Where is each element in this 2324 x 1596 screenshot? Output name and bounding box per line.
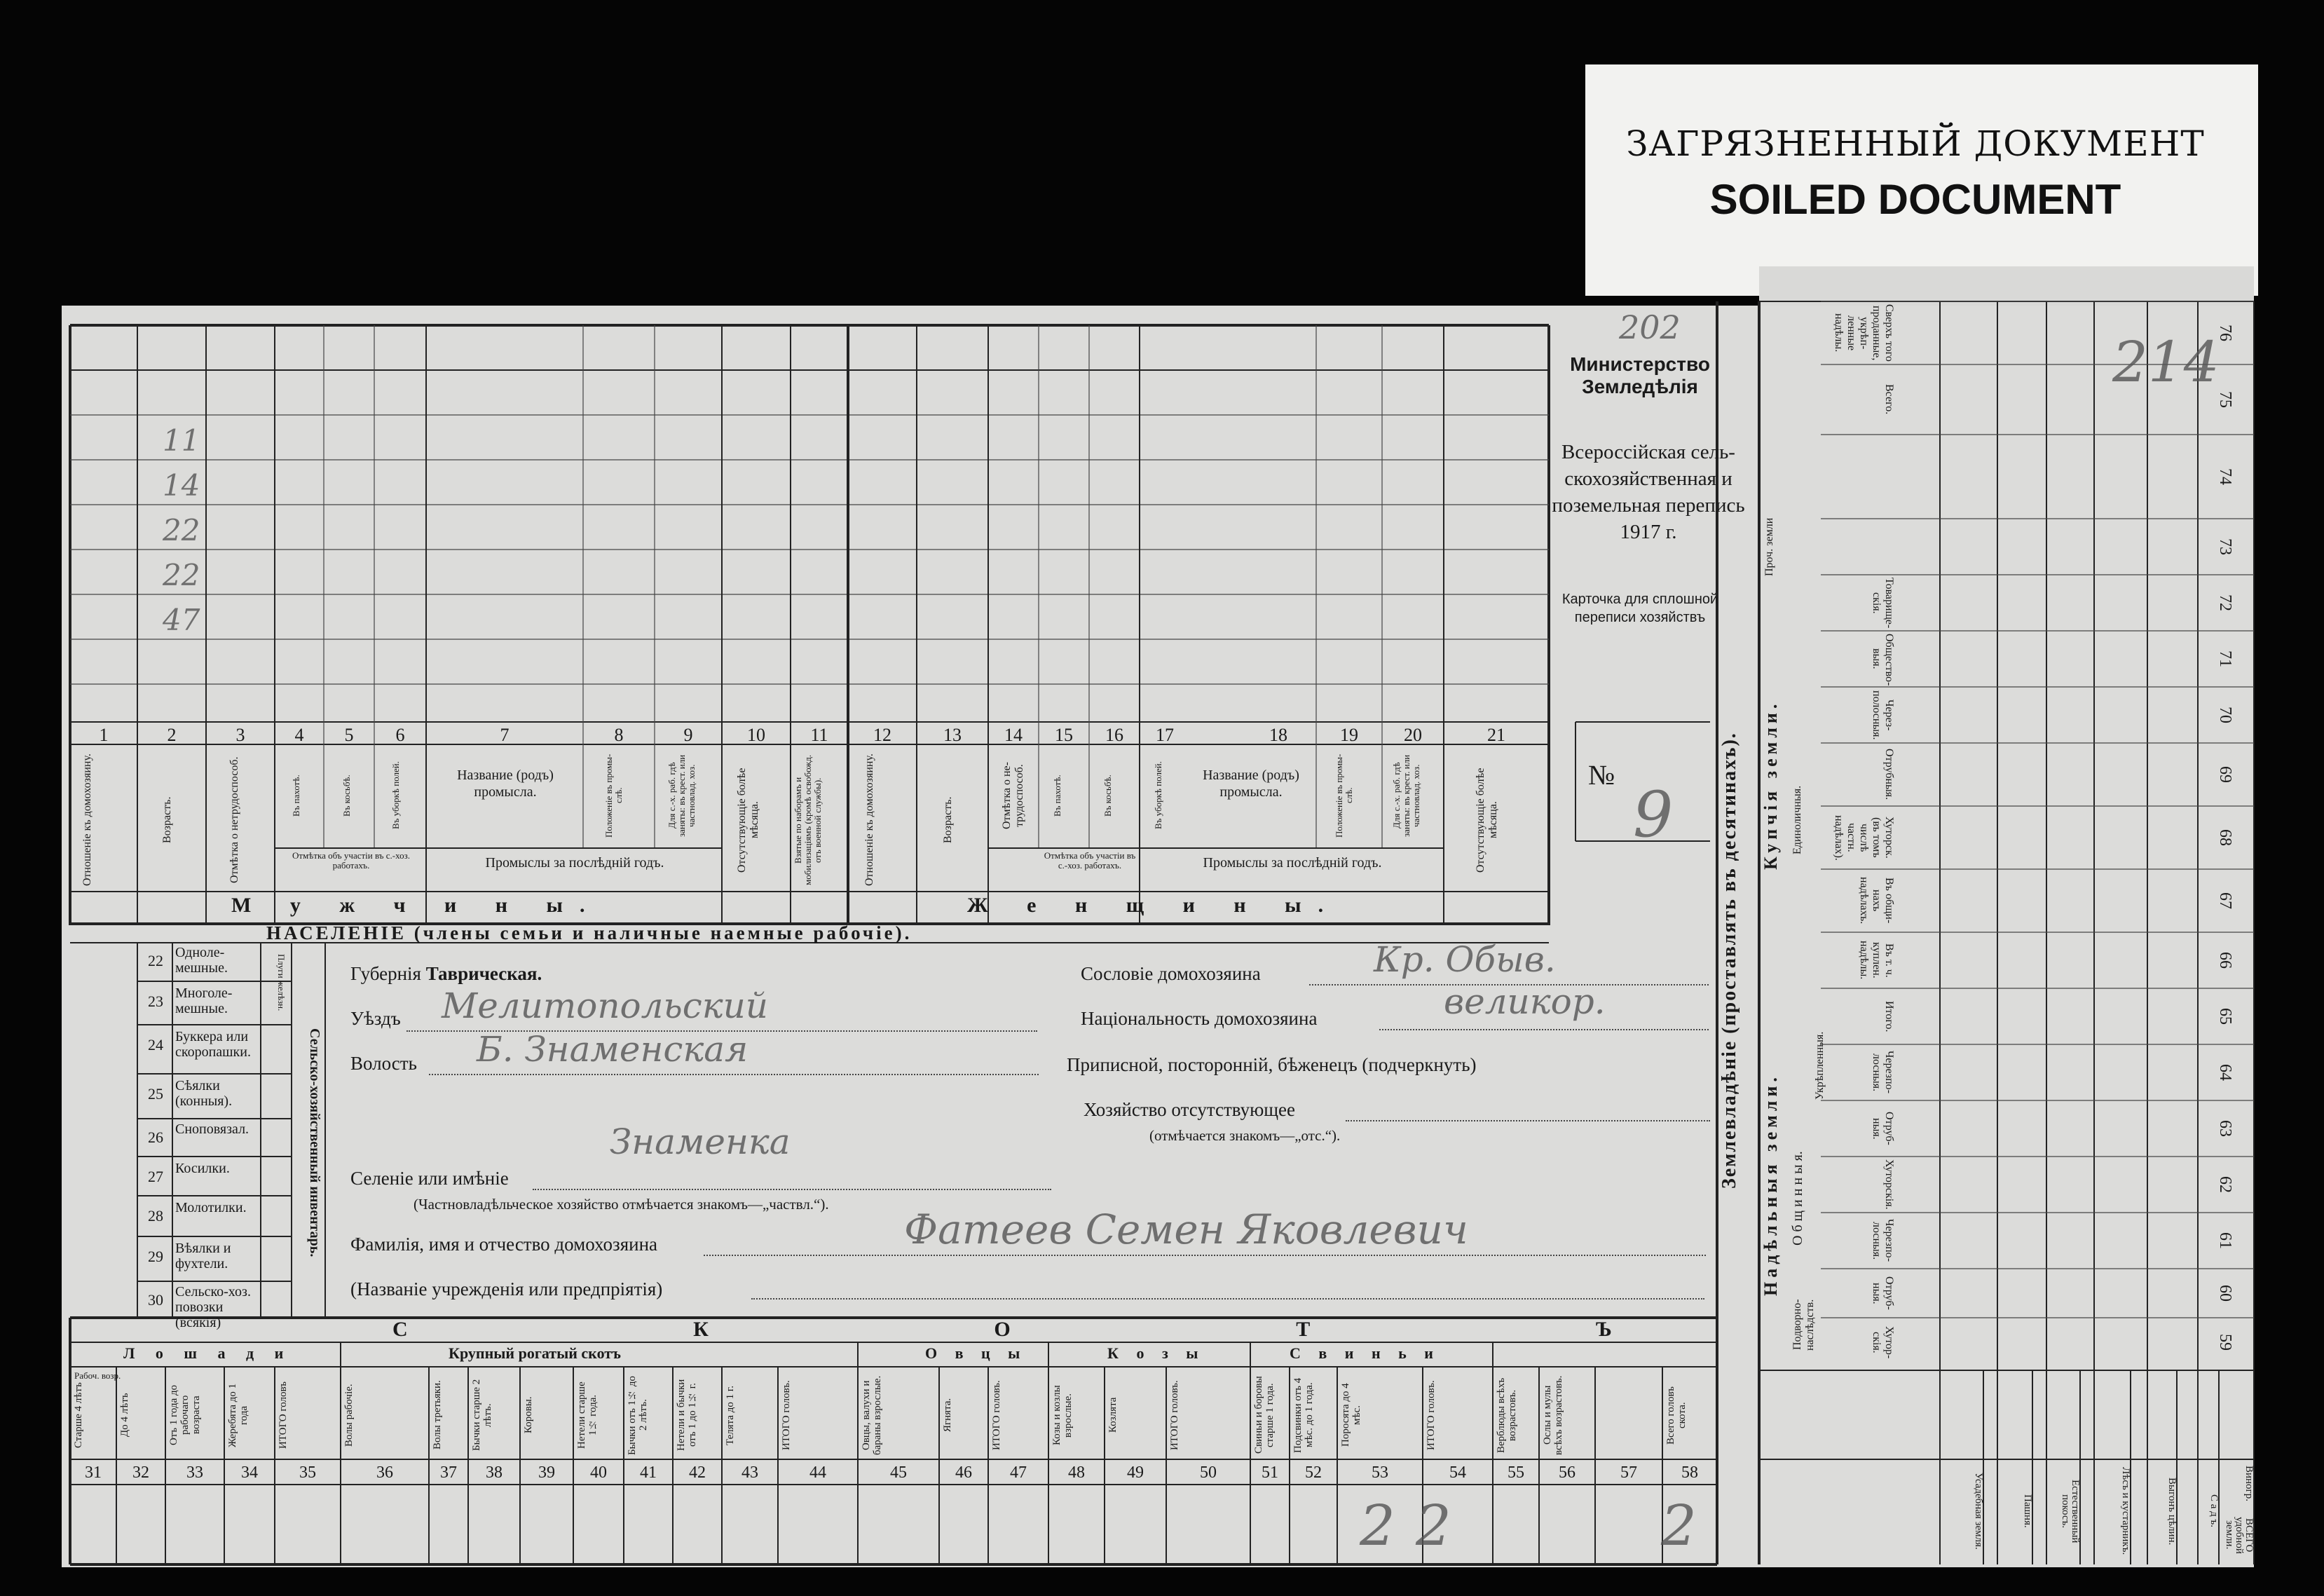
land-bottom-label: Лѣсъ и кустарникъ. bbox=[2120, 1467, 2131, 1555]
institution-label: (Названіе учрежденія или предпріятія) bbox=[350, 1278, 663, 1300]
livestock-col-number: 36 bbox=[376, 1464, 393, 1482]
inventory-row-number: 30 bbox=[148, 1291, 163, 1309]
livestock-col-label: Волы рабочіе. bbox=[343, 1384, 355, 1447]
land-ukrepl: Укрѣпленныя. bbox=[1814, 1031, 1826, 1100]
uezd-handwritten: Мелитопольский bbox=[442, 985, 768, 1026]
land-col-label: Товарищескія. bbox=[1871, 578, 1895, 629]
right-stamp-number: 214 bbox=[2112, 329, 2220, 395]
inventory-row-label: Косилки. bbox=[175, 1161, 230, 1176]
guberniya-label: Губернія Таврическая. bbox=[350, 963, 542, 984]
livestock-col-number: 53 bbox=[1372, 1464, 1388, 1482]
land-col-number: 74 bbox=[2216, 468, 2234, 485]
soslovie-handwritten: Кр. Обыв. bbox=[1374, 939, 1556, 980]
livestock-col-number: 47 bbox=[1010, 1464, 1027, 1482]
inventory-row-number: 24 bbox=[148, 1036, 163, 1053]
livestock-col-number: 34 bbox=[241, 1464, 258, 1482]
land-col-number: 70 bbox=[2216, 707, 2234, 723]
inventory-row-number: 28 bbox=[148, 1207, 163, 1225]
h-trade-men: Название (родъ) промысла. bbox=[457, 768, 554, 800]
land-bottom-label: Виногр. bbox=[2243, 1465, 2255, 1501]
inventory-side-label: Плуги желѣзн. bbox=[276, 954, 287, 1011]
inventory-row-label: Однолемешные. bbox=[175, 945, 228, 976]
livestock-col-number: 51 bbox=[1262, 1464, 1278, 1482]
group-pigs: С в и н ь и bbox=[1290, 1344, 1440, 1362]
land-edinol: Единоличныя. bbox=[1791, 785, 1803, 855]
livestock-col-label: Ослы и мулы всѣхъ возрастовъ. bbox=[1542, 1375, 1564, 1455]
land-col-number: 71 bbox=[2216, 650, 2234, 667]
h-mow-women: Въ косьбѣ. bbox=[1102, 775, 1113, 817]
nation-label: Національность домохозяина bbox=[1081, 1008, 1318, 1029]
land-col-label: Отрубныя. bbox=[1871, 1276, 1895, 1310]
h-mow-men: Въ косьбѣ. bbox=[341, 775, 352, 817]
inventory-row-label: Молотилки. bbox=[175, 1200, 247, 1215]
h-plough-women: Въ пахотѣ. bbox=[1052, 775, 1062, 817]
population-title: НАСЕЛЕНІЕ (члены семьи и наличные наемные рабочіе). bbox=[266, 922, 912, 943]
land-col-number: 66 bbox=[2216, 952, 2234, 969]
h-harvest-women: Въ уборкѣ полей. bbox=[1153, 761, 1163, 830]
h-absent-men: Отсутствующіе болѣе мѣсяца. bbox=[736, 768, 760, 873]
inventory-row-number: 26 bbox=[148, 1128, 163, 1146]
inventory-row-label: Вѣялки и фухтели. bbox=[175, 1241, 231, 1271]
livestock-col-number: 52 bbox=[1305, 1464, 1322, 1482]
land-col-label: Всего. bbox=[1883, 384, 1895, 415]
population-col-number: 15 bbox=[1055, 725, 1073, 745]
land-col-number: 63 bbox=[2216, 1120, 2234, 1137]
uezd-label: Уѣздъ bbox=[350, 1008, 401, 1029]
selenie-line bbox=[533, 1189, 1051, 1190]
livestock-col-label: Бычки старше 2 лѣтъ. bbox=[471, 1379, 493, 1452]
h-disabled-women: Отмѣтка о нетрудоспособ. bbox=[1001, 762, 1025, 829]
land-col-label: Сверхъ того проданные, укрѣпленные надѣлы. bbox=[1833, 304, 1895, 362]
inventory-title: Сельско-хозяйственный инвентарь. bbox=[307, 1028, 322, 1257]
soiled-label-en: SOILED DOCUMENT bbox=[1709, 176, 2121, 223]
land-podvor: Подворно-наслѣдств. bbox=[1791, 1299, 1816, 1351]
absent-line bbox=[1346, 1120, 1710, 1121]
livestock-col-label: Верблюды всѣхъ возрастовъ. bbox=[1496, 1377, 1518, 1453]
livestock-col-label: Свиньи и боровы старше 1 года. bbox=[1253, 1376, 1276, 1454]
land-col-number: 75 bbox=[2216, 391, 2234, 408]
land-col-number: 76 bbox=[2216, 325, 2234, 341]
fio-label: Фамилія, имя и отчество домохозяина bbox=[350, 1234, 657, 1255]
ministry-title: Министерство Земледѣлія bbox=[1570, 353, 1710, 397]
land-col-number: 69 bbox=[2216, 766, 2234, 783]
h-part-women: Отмѣтка объ участіи въ с.-хоз. работахъ. bbox=[1044, 850, 1136, 871]
age-entry: 47 bbox=[163, 603, 200, 637]
inventory-row-number: 29 bbox=[148, 1248, 163, 1265]
h-agri-women: Для с.-х. раб. гдѣ заняты: въ крест. или частновлад. хоз. bbox=[1391, 754, 1421, 837]
livestock-col-label: Ягнята. bbox=[942, 1398, 953, 1433]
livestock-col-number: 32 bbox=[132, 1464, 149, 1482]
h-agri-men: Для с.-х. раб. гдѣ заняты: въ крест. или частновлад. хоз. bbox=[667, 754, 697, 837]
inventory-row-label: Сѣялки (конныя). bbox=[175, 1078, 233, 1109]
land-col-number: 73 bbox=[2216, 538, 2234, 555]
livestock-col-number: 42 bbox=[689, 1464, 706, 1482]
h-trades-year-women: Промыслы за послѣдній годъ. bbox=[1203, 855, 1382, 871]
livestock-col-label: Нетели и бычки отъ 1 до 1½ г. bbox=[676, 1379, 698, 1452]
livestock-col-label: Коровы. bbox=[523, 1396, 534, 1434]
livestock-hand-1: 2 bbox=[1360, 1493, 1395, 1558]
population-col-number: 2 bbox=[167, 725, 177, 745]
livestock-col-label: Отъ 1 года до рабочаго возраста bbox=[168, 1384, 202, 1446]
livestock-col-number: 48 bbox=[1068, 1464, 1085, 1482]
livestock-col-number: 46 bbox=[955, 1464, 972, 1482]
group-sheep: О в ц ы bbox=[925, 1344, 1027, 1362]
population-col-number: 7 bbox=[500, 725, 510, 745]
population-col-number: 12 bbox=[873, 725, 891, 745]
livestock-col-number: 50 bbox=[1200, 1464, 1217, 1482]
land-title: Землевладѣніе (проставлять въ десятинахъ). bbox=[1718, 732, 1740, 1189]
livestock-col-number: 57 bbox=[1620, 1464, 1637, 1482]
volost-line bbox=[429, 1074, 1039, 1075]
selenie-note: (Частновладѣльческое хозяйство отмѣчается знакомъ—„частвл.“). bbox=[413, 1196, 829, 1213]
livestock-col-number: 37 bbox=[440, 1464, 457, 1482]
livestock-col-number: 58 bbox=[1681, 1464, 1698, 1482]
h-position-women: Положеніе въ промыслѣ. bbox=[1334, 753, 1354, 838]
livestock-col-label: До 4 лѣтъ bbox=[119, 1393, 130, 1438]
inventory-row-number: 22 bbox=[148, 952, 163, 969]
livestock-col-label: Поросята до 4 мѣс. bbox=[1340, 1383, 1362, 1447]
population-col-number: 5 bbox=[344, 725, 354, 745]
h-position-men: Положеніе въ промыслѣ. bbox=[603, 753, 624, 838]
land-col-label: Отрубныя. bbox=[1871, 1112, 1895, 1145]
land-nadel-title: Надѣльныя земли. bbox=[1761, 1073, 1781, 1296]
land-bottom-label: С а д ъ. bbox=[2208, 1494, 2220, 1528]
livestock-col-label: Козлята bbox=[1107, 1397, 1119, 1433]
land-col-number: 67 bbox=[2216, 892, 2234, 909]
card-number-sign: № bbox=[1588, 759, 1615, 791]
h-relation-men: Отношеніе къ домохозяину. bbox=[81, 753, 93, 887]
population-col-number: 21 bbox=[1487, 725, 1505, 745]
land-bottom-label: Пашня. bbox=[2022, 1494, 2033, 1528]
livestock-col-label: ИТОГО головъ. bbox=[781, 1380, 792, 1450]
stamp-number: 202 bbox=[1619, 308, 1681, 346]
livestock-col-label: Старше 4 лѣтъ bbox=[73, 1382, 84, 1448]
livestock-col-label: ИТОГО головъ. bbox=[991, 1380, 1002, 1450]
land-bottom-label: Усадебная земля. bbox=[1973, 1473, 1984, 1550]
land-col-label: Черезполосныя. bbox=[1871, 690, 1895, 740]
livestock-col-label: ИТОГО головъ bbox=[278, 1381, 289, 1450]
livestock-col-number: 55 bbox=[1508, 1464, 1524, 1482]
absent-household-label: Хозяйство отсутствующее bbox=[1084, 1099, 1295, 1120]
livestock-col-number: 54 bbox=[1449, 1464, 1466, 1482]
population-col-number: 4 bbox=[294, 725, 304, 745]
land-col-label: Черезполосныя. bbox=[1871, 1219, 1895, 1262]
card-number-handwritten: 9 bbox=[1633, 778, 1674, 852]
nation-line bbox=[1379, 1029, 1709, 1030]
fio-handwritten: Фатеев Семен Яковлевич bbox=[904, 1206, 1468, 1253]
population-col-number: 9 bbox=[683, 725, 693, 745]
livestock-col-label: ИТОГО головъ. bbox=[1169, 1380, 1180, 1450]
inventory-row-label: Сельско-хоз. повозки (всякія) bbox=[175, 1284, 251, 1330]
livestock-col-label: Жеребята до 1 года bbox=[227, 1383, 250, 1447]
population-col-number: 20 bbox=[1404, 725, 1422, 745]
women-label: Ж е н щ и н ы. bbox=[967, 894, 1341, 917]
land-obshch: О б щ и н н ы я. bbox=[1790, 1151, 1805, 1246]
population-col-number: 3 bbox=[235, 725, 245, 745]
livestock-col-label: Козы и козлы взрослые. bbox=[1051, 1385, 1074, 1445]
livestock-col-label: ИТОГО головъ. bbox=[1426, 1380, 1437, 1450]
soslovie-label: Сословіе домохозяина bbox=[1081, 963, 1261, 984]
inventory-row-number: 27 bbox=[148, 1168, 163, 1185]
livestock-hand-3: 2 bbox=[1661, 1493, 1697, 1558]
land-col-label: Въ т. ч. куплен. надѣлы. bbox=[1858, 941, 1895, 980]
work-age-label: Рабоч. возр. bbox=[74, 1370, 121, 1381]
land-kupch-title: Купчія земли. bbox=[1761, 700, 1781, 871]
population-col-number: 1 bbox=[99, 725, 109, 745]
h-harvest-men: Въ уборкѣ полей. bbox=[390, 761, 401, 830]
land-col-number: 62 bbox=[2216, 1176, 2234, 1193]
group-cattle: Крупный рогатый скотъ bbox=[449, 1344, 621, 1362]
fio-line bbox=[704, 1255, 1706, 1256]
h-age-men: Возрастъ. bbox=[161, 796, 173, 844]
land-col-label: Хуторскія. bbox=[1871, 1325, 1895, 1359]
land-col-number: 68 bbox=[2216, 829, 2234, 846]
inventory-row-label: Буккера или скоропашки. bbox=[175, 1029, 251, 1060]
institution-line bbox=[751, 1298, 1704, 1300]
population-col-number: 18 bbox=[1269, 725, 1287, 745]
h-disabled-men: Отмѣтка о нетрудоспособ. bbox=[228, 756, 240, 884]
land-col-number: 59 bbox=[2216, 1334, 2234, 1351]
h-relation-women: Отношеніе къ домохозяину. bbox=[863, 753, 875, 887]
absent-note: (отмѣчается знакомъ—„отс.“). bbox=[1149, 1127, 1341, 1144]
land-col-label: Итого. bbox=[1883, 1000, 1895, 1032]
age-entry: 22 bbox=[163, 513, 200, 547]
population-col-number: 11 bbox=[810, 725, 828, 745]
h-trades-year-men: Промыслы за послѣдній годъ. bbox=[485, 855, 664, 871]
population-col-number: 16 bbox=[1105, 725, 1123, 745]
population-col-number: 13 bbox=[943, 725, 962, 745]
population-col-number: 17 bbox=[1156, 725, 1174, 745]
land-col-number: 61 bbox=[2216, 1232, 2234, 1249]
population-col-number: 6 bbox=[395, 725, 405, 745]
livestock-col-number: 35 bbox=[299, 1464, 316, 1482]
h-army-men: Взятые по наборамъ и мобилизаціямъ (кромѣ освобожд. отъ военной службы). bbox=[793, 754, 823, 886]
group-horses: Л о ш а д и bbox=[123, 1344, 292, 1362]
land-col-number: 72 bbox=[2216, 594, 2234, 611]
selenie-handwritten: Знаменка bbox=[610, 1121, 791, 1162]
population-col-number: 19 bbox=[1340, 725, 1358, 745]
land-col-label: Въ общинахъ надѣлахъ. bbox=[1858, 877, 1895, 925]
livestock-col-number: 49 bbox=[1127, 1464, 1144, 1482]
livestock-col-number: 44 bbox=[809, 1464, 826, 1482]
group-goats: К о з ы bbox=[1107, 1344, 1205, 1362]
land-col-label: Хуторскія. bbox=[1883, 1159, 1895, 1210]
livestock-col-label: Бычки отъ 1½ до 2 лѣтъ. bbox=[627, 1375, 649, 1455]
land-col-label: Черезполосныя. bbox=[1871, 1051, 1895, 1094]
age-entry: 11 bbox=[163, 423, 200, 458]
land-bottom-label: ВСЕГО удобной земли. bbox=[2224, 1516, 2255, 1554]
land-bottom-label: Выгонъ цѣлин. bbox=[2166, 1477, 2178, 1546]
land-col-label: Обществовыя. bbox=[1871, 634, 1895, 686]
livestock-title: С К О Т Ъ bbox=[392, 1318, 1752, 1341]
livestock-col-number: 45 bbox=[890, 1464, 907, 1482]
age-entry: 22 bbox=[163, 558, 200, 592]
livestock-col-number: 33 bbox=[186, 1464, 203, 1482]
card-title: Карточка для сплошной переписи хозяйствъ bbox=[1561, 592, 1718, 625]
livestock-col-label: Овцы, валухи и бараны взрослые. bbox=[861, 1375, 883, 1455]
pripis-label: Приписной, посторонній, бѣженецъ (подчеркнуть) bbox=[1067, 1054, 1477, 1075]
livestock-col-number: 40 bbox=[590, 1464, 607, 1482]
land-col-label: Отрубныя. bbox=[1883, 749, 1895, 800]
livestock-col-number: 41 bbox=[640, 1464, 657, 1482]
soiled-label-ru: ЗАГРЯЗНЕННЫЙ ДОКУМЕНТ bbox=[1626, 123, 2205, 164]
selenie-label: Селеніе или имѣніе bbox=[350, 1168, 509, 1189]
volost-label: Волость bbox=[350, 1053, 417, 1074]
nation-handwritten: великор. bbox=[1444, 981, 1606, 1022]
population-col-number: 14 bbox=[1004, 725, 1023, 745]
land-col-label: Хуторск. (въ томъ числѣ частн. надѣлах). bbox=[1833, 814, 1895, 861]
volost-handwritten: Б. Знаменская bbox=[477, 1029, 749, 1070]
livestock-col-label: Всего головъ скота. bbox=[1665, 1386, 1688, 1445]
h-plough-men: Въ пахотѣ. bbox=[291, 775, 301, 817]
census-title: Всероссійская сельскохозяйственная и поземельная перепись 1917 г. bbox=[1552, 441, 1745, 543]
population-col-number: 10 bbox=[747, 725, 765, 745]
inventory-row-label: Многолемешные. bbox=[175, 985, 233, 1016]
men-label: М у ж ч и н ы. bbox=[231, 894, 602, 917]
population-col-number: 8 bbox=[614, 725, 624, 745]
livestock-col-label: Нетели старше 1½ года. bbox=[576, 1382, 599, 1449]
age-entry: 14 bbox=[163, 468, 200, 503]
livestock-col-number: 39 bbox=[538, 1464, 555, 1482]
livestock-hand-2: 2 bbox=[1416, 1493, 1451, 1558]
h-age-women: Возрастъ. bbox=[942, 796, 954, 844]
livestock-col-number: 56 bbox=[1559, 1464, 1575, 1482]
h-absent-women: Отсутствующіе болѣе мѣсяца. bbox=[1475, 768, 1499, 873]
land-col-number: 64 bbox=[2216, 1064, 2234, 1081]
land-proch: Проч. земли bbox=[1763, 517, 1775, 576]
h-part-men: Отмѣтка объ участіи въ с.-хоз. работахъ. bbox=[292, 850, 411, 871]
h-trade-women: Название (родъ) промысла. bbox=[1203, 768, 1299, 800]
livestock-col-label: Подсвинки отъ 4 мѣс. до 1 года. bbox=[1292, 1377, 1315, 1453]
livestock-col-number: 31 bbox=[85, 1464, 102, 1482]
inventory-row-number: 23 bbox=[148, 993, 163, 1010]
guberniya-value: Таврическая. bbox=[425, 963, 542, 984]
livestock-col-number: 43 bbox=[741, 1464, 758, 1482]
inventory-row-number: 25 bbox=[148, 1085, 163, 1103]
inventory-row-label: Сноповязал. bbox=[175, 1121, 250, 1137]
land-col-number: 60 bbox=[2216, 1285, 2234, 1302]
livestock-col-label: Телята до 1 г. bbox=[725, 1385, 736, 1445]
livestock-col-label: Волы третьяки. bbox=[432, 1380, 443, 1450]
land-bottom-label: Естественный покосъ. bbox=[2060, 1479, 2081, 1543]
land-col-number: 65 bbox=[2216, 1008, 2234, 1025]
livestock-col-number: 38 bbox=[486, 1464, 503, 1482]
